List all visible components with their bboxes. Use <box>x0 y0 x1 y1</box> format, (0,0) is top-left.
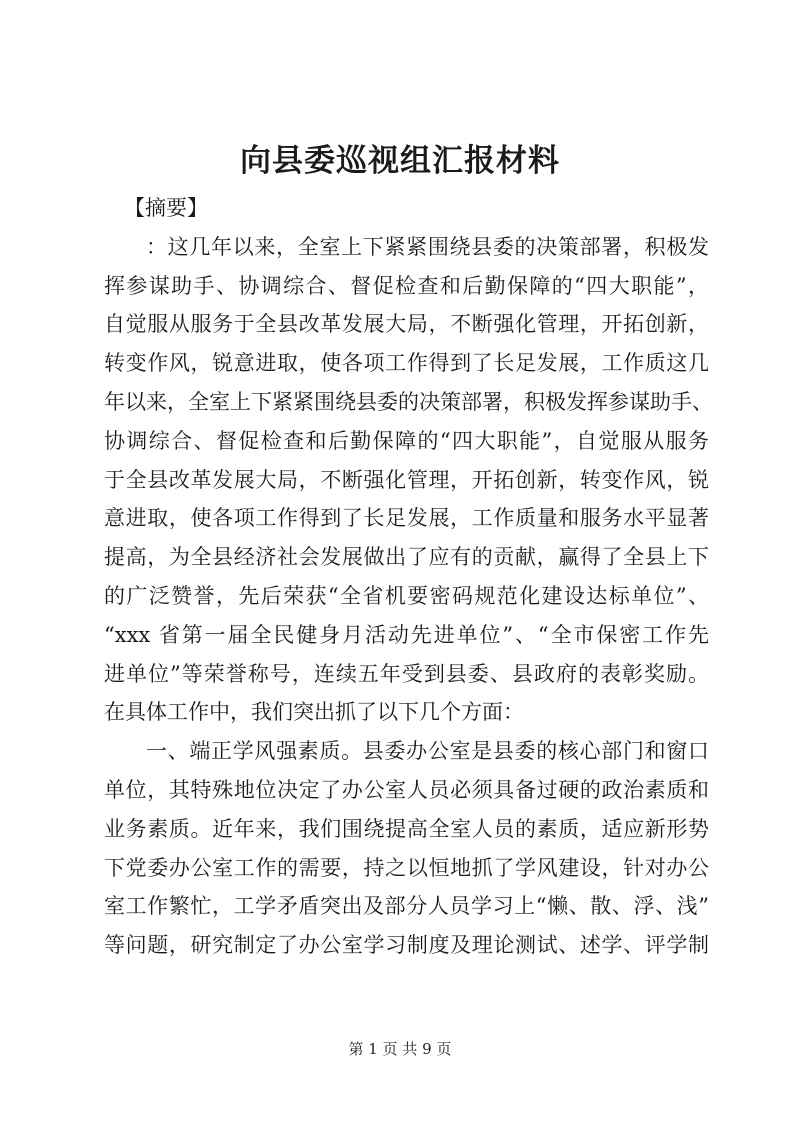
paragraph-line: 在具体工作中，我们突出抓了以下几个方面： <box>104 700 524 725</box>
paragraph-line: 等问题，研究制定了办公室学习制度及理论测试、述学、评学制 <box>104 933 709 958</box>
paragraph-line: 一、端正学风强素质。县委办公室是县委的核心部门和窗口 <box>146 739 709 764</box>
paragraph-line: 下党委办公室工作的需要，持之以恒地抓了学风建设，针对办公 <box>104 855 709 880</box>
paragraph-line: ：这几年以来，全室上下紧紧围绕县委的决策部署，积极发 <box>146 234 709 259</box>
paragraph-line: 提高，为全县经济社会发展做出了应有的贡献，赢得了全县上下 <box>104 545 709 570</box>
paragraph-line: 于全县改革发展大局，不断强化管理，开拓创新，转变作风，锐 <box>104 467 709 492</box>
paragraph-line: 进单位”等荣誉称号，连续五年受到县委、县政府的表彰奖励。 <box>104 661 709 686</box>
paragraph-line: 单位，其特殊地位决定了办公室人员必须具备过硬的政治素质和 <box>104 777 709 802</box>
paragraph-line: “xxx 省第一届全民健身月活动先进单位”、“全市保密工作先 <box>104 622 709 647</box>
document-body <box>104 189 713 965</box>
paragraph-line: 室工作繁忙，工学矛盾突出及部分人员学习上“懒、散、浮、浅” <box>104 894 709 919</box>
page-number-footer: 第 1 页 共 9 页 <box>348 1040 452 1058</box>
paragraph-line: 的广泛赞誉，先后荣获“全省机要密码规范化建设达标单位”、 <box>104 583 709 608</box>
paragraph-line: 协调综合、督促检查和后勤保障的“四大职能”，自觉服从服务 <box>104 428 709 453</box>
document-title: 向县委巡视组汇报材料 <box>240 143 560 179</box>
abstract-heading: 【摘要】 <box>124 196 208 220</box>
paragraph-line: 自觉服从服务于全县改革发展大局，不断强化管理，开拓创新， <box>104 312 709 337</box>
paragraph-line: 转变作风，锐意进取，使各项工作得到了长足发展，工作质这几 <box>104 351 709 376</box>
paragraph-line: 年以来，全室上下紧紧围绕县委的决策部署，积极发挥参谋助手、 <box>104 389 713 414</box>
paragraph-line: 意进取，使各项工作得到了长足发展，工作质量和服务水平显著 <box>104 506 709 531</box>
paragraph-line: 挥参谋助手、协调综合、督促检查和后勤保障的“四大职能”， <box>104 273 709 298</box>
paragraph-line: 业务素质。近年来，我们围绕提高全室人员的素质，适应新形势 <box>104 816 709 841</box>
